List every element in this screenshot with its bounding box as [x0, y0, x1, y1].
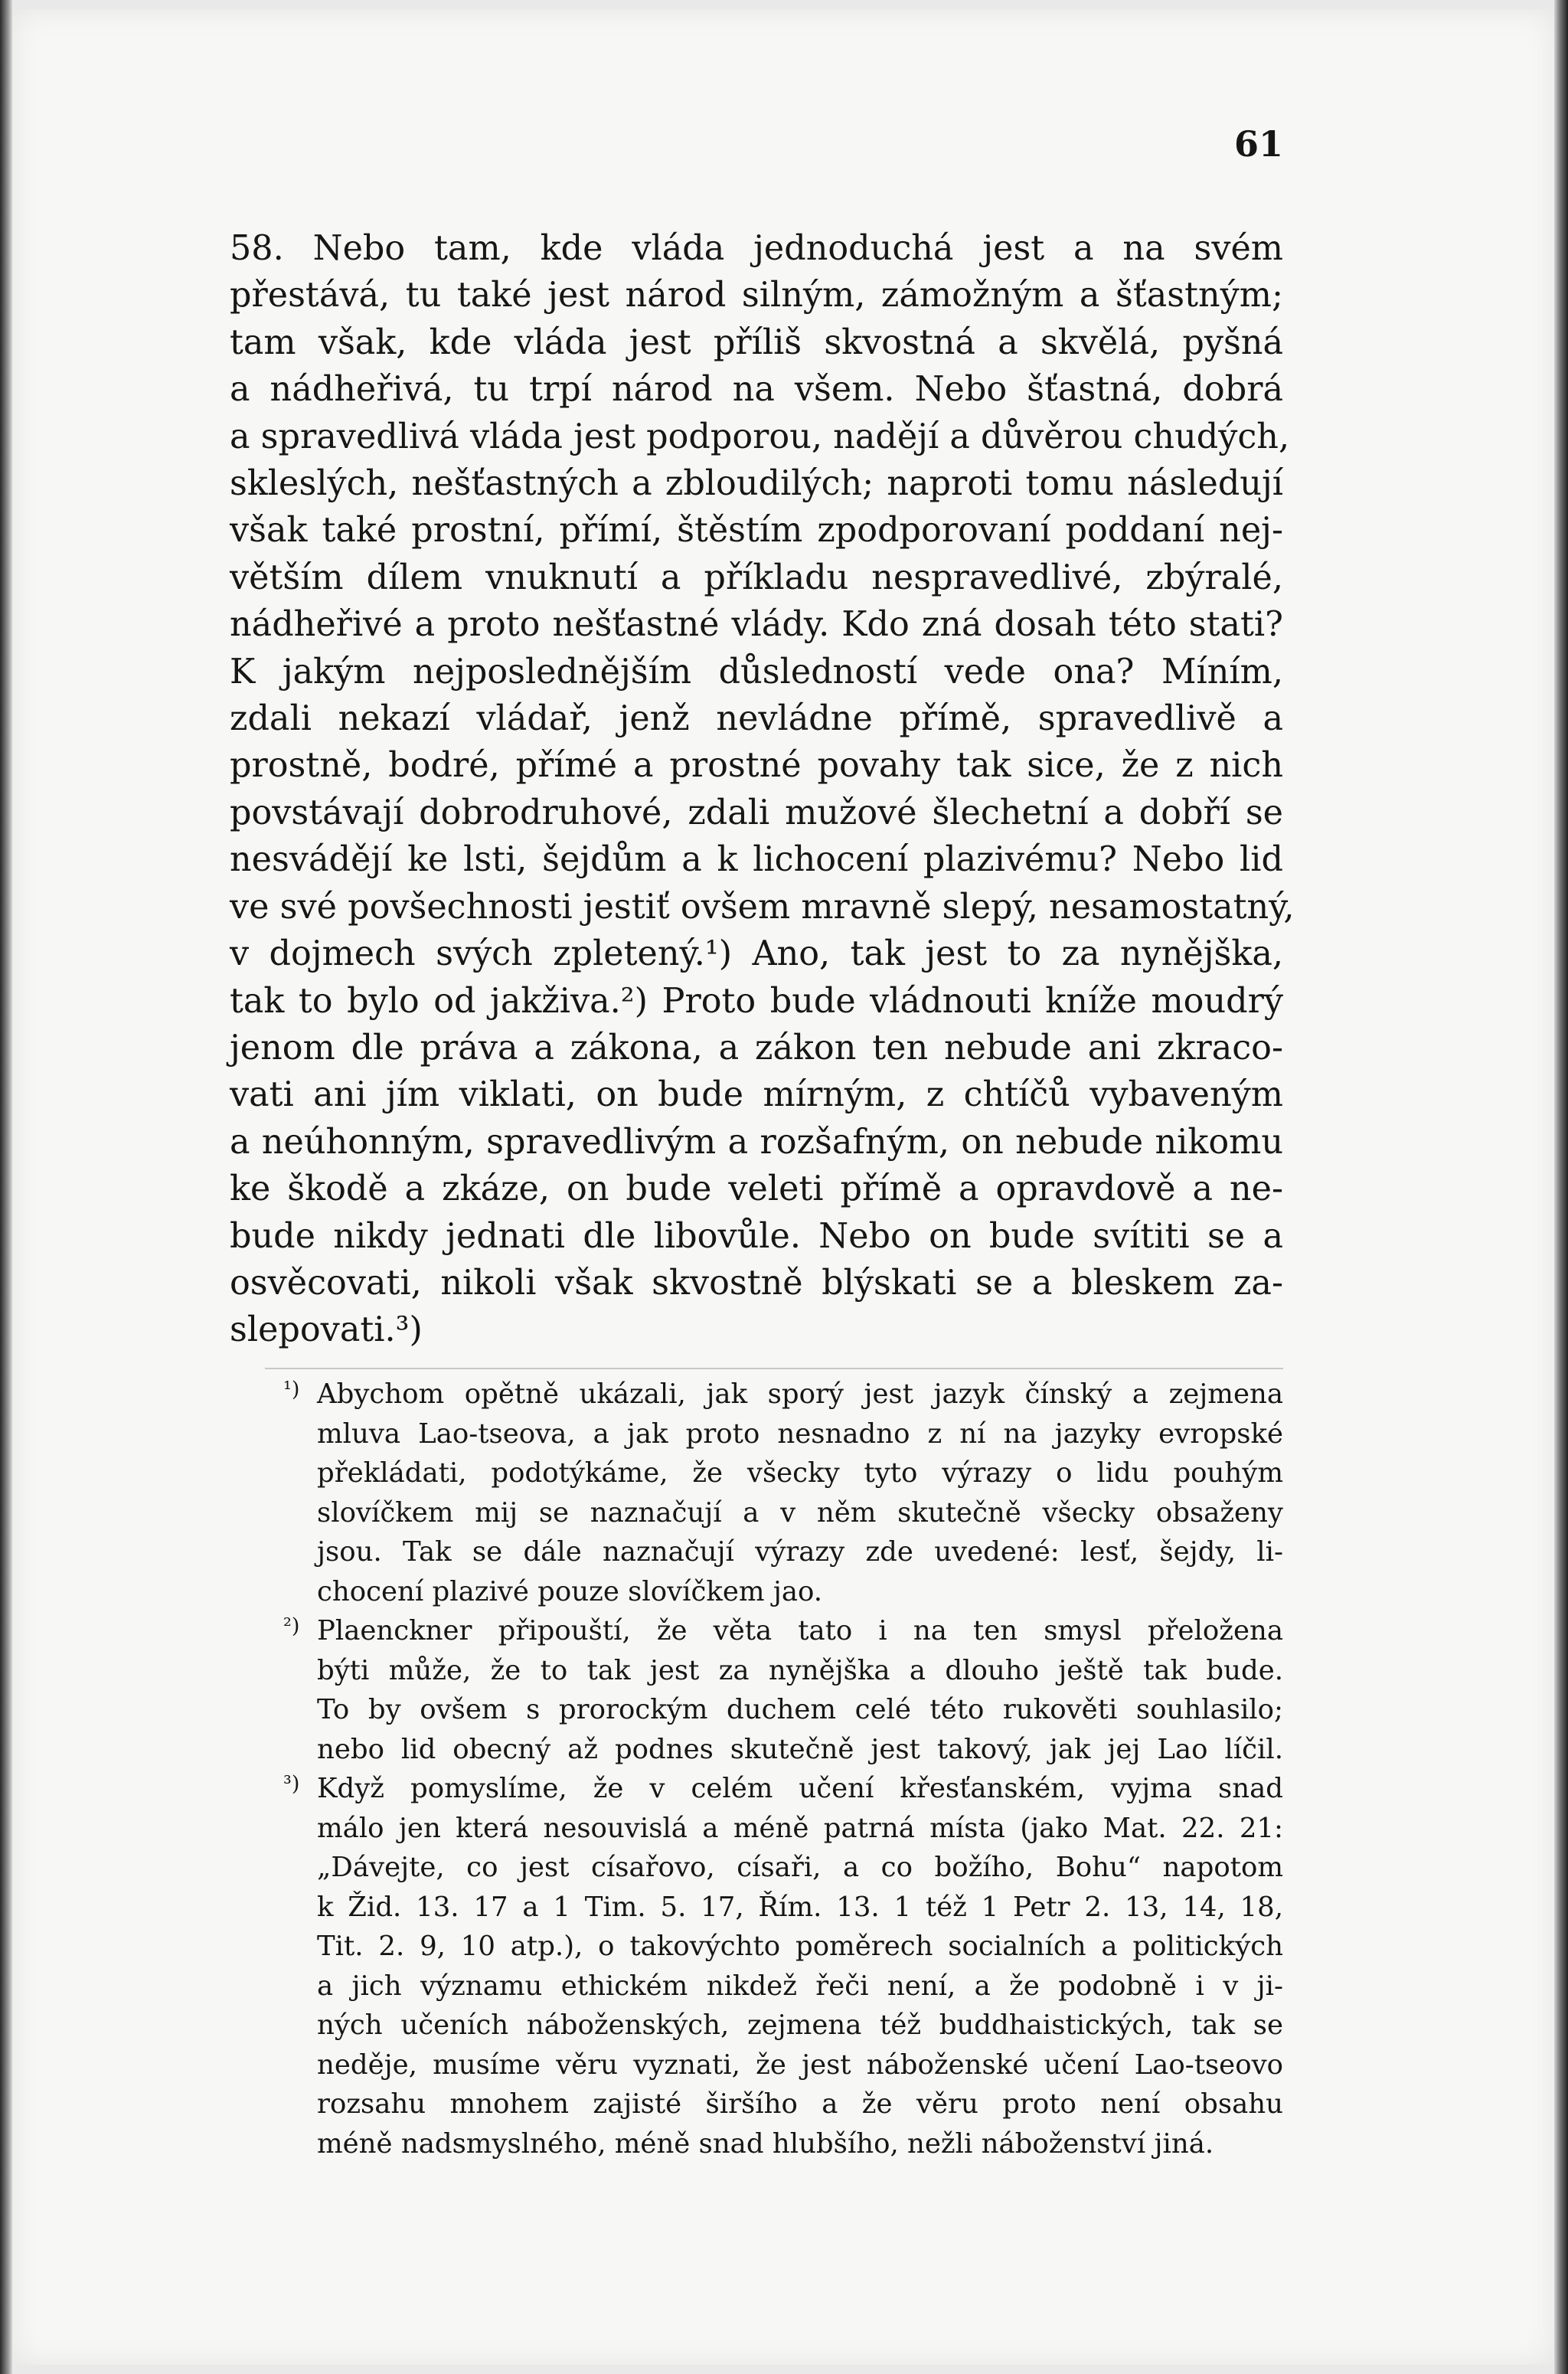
footnote-marker: ²): [283, 1614, 300, 1638]
footnote-line: býti může, že to tak jest za nynějška a dlouho ještě tak bude.: [317, 1654, 1283, 1686]
text-line: jenom dle práva a zákona, a zákon ten nebude ani zkraco-: [230, 1028, 1283, 1068]
footnotes: [283, 1375, 1283, 2163]
text-line: v dojmech svých zpletený.¹) Ano, tak jest to za nynějška,: [230, 934, 1283, 974]
text-line: bude nikdy jednati dle libovůle. Nebo on bude svítiti se a: [230, 1216, 1283, 1256]
footnote-1: [283, 1375, 1283, 1611]
text-line: však také prostní, přímí, štěstím zpodporovaní poddaní nej-: [230, 511, 1283, 551]
footnote-line: Když pomyslíme, že v celém učení křesťanském, vyjma snad: [317, 1773, 1283, 1804]
scan-left-edge: [0, 0, 12, 2374]
footnote-line: málo jen která nesouvislá a méně patrná místa (jako Mat. 22. 21:: [317, 1812, 1283, 1844]
footnote-line: slovíčkem mij se naznačují a v něm skutečně všecky obsaženy: [317, 1496, 1283, 1529]
text-line: přestává, tu také jest národ silným, zámožným a šťastným;: [230, 276, 1283, 316]
footnote-line: mluva Lao-tseova, a jak proto nesnadno z ní na jazyky evropské: [317, 1418, 1283, 1450]
text-line: 58. Nebo tam, kde vláda jednoduchá jest a na svém: [230, 229, 1283, 268]
footnote-3: [283, 1769, 1283, 2163]
footnote-line: rozsahu mnohem zajisté širšího a že věru proto není obsahu: [317, 2088, 1283, 2120]
text-line: větším dílem vnuknutí a příkladu nespravedlivé, zbýralé,: [230, 558, 1283, 597]
footnote-line: k Žid. 13. 17 a 1 Tim. 5. 17, Řím. 13. 1 též 1 Petr 2. 13, 14, 18,: [317, 1891, 1283, 1923]
footnote-marker: ¹): [283, 1378, 300, 1401]
text-line: tak to bylo od jakživa.²) Proto bude vládnouti kníže moudrý: [230, 981, 1283, 1021]
footnote-line: nebo lid obecný až podnes skutečně jest takový, jak jej Lao líčil.: [317, 1733, 1283, 1765]
footnote-rule: [265, 1368, 1283, 1369]
footnote-line: jsou. Tak se dále naznačují výrazy zde uvedené: lesť, šejdy, li-: [317, 1536, 1283, 1568]
footnote-line: chocení plazivé pouze slovíčkem jao.: [317, 1575, 823, 1607]
text-line: prostně, bodré, přímé a prostné povahy tak sice, že z nich: [230, 746, 1283, 786]
text-line: a neúhonným, spravedlivým a rozšafným, on nebude nikomu: [230, 1122, 1283, 1162]
footnote-line: „Dávejte, co jest císařovo, císaři, a co božího, Bohu“ napotom: [317, 1852, 1283, 1883]
footnote-line: To by ovšem s prorockým duchem celé této rukověti souhlasilo;: [317, 1694, 1283, 1725]
footnote-line: Abychom opětně ukázali, jak sporý jest jazyk čínský a zejmena: [317, 1378, 1283, 1410]
text-line: slepovati.³): [230, 1310, 423, 1350]
footnote-line: překládati, podotýkáme, že všecky tyto výrazy o lidu pouhým: [317, 1457, 1283, 1489]
text-line: ke škodě a zkáze, on bude veleti přímě a opravdově a ne-: [230, 1169, 1283, 1209]
text-line: a spravedlivá vláda jest podporou, nadějí a důvěrou chudých,: [230, 417, 1290, 456]
footnote-line: Plaenckner připouští, že věta tato i na ten smysl přeložena: [317, 1615, 1283, 1646]
text-line: a nádheřivá, tu trpí národ na všem. Nebo šťastná, dobrá: [230, 370, 1283, 410]
main-text: [230, 225, 1295, 1354]
scan-right-edge: [1554, 0, 1568, 2374]
text-line: K jakým nejposlednějším důsledností vede ona? Míním,: [230, 652, 1283, 692]
text-line: vati ani jím viklati, on bude mírným, z chtíčů vybaveným: [230, 1075, 1283, 1115]
text-line: nesvádějí ke lsti, šejdům a k lichocení plazivému? Nebo lid: [230, 840, 1283, 880]
text-line: osvěcovati, nikoli však skvostně blýskati se a bleskem za-: [230, 1263, 1283, 1303]
footnote-line: ných učeních náboženských, zejmena též buddhaistických, tak se: [317, 2009, 1283, 2041]
footnote-marker: ³): [283, 1772, 300, 1796]
text-line: zdali nekazí vládař, jenž nevládne přímě, spravedlivě a: [230, 699, 1283, 739]
text-line: nádheřivé a proto nešťastné vlády. Kdo zná dosah této stati?: [230, 605, 1283, 645]
footnote-line: Tit. 2. 9, 10 atp.), o takovýchto poměrech socialních a politických: [317, 1931, 1283, 1962]
page-number: 61: [1233, 123, 1283, 165]
footnote-line: méně nadsmyslného, méně snad hlubšího, nežli náboženství jiná.: [317, 2127, 1214, 2160]
text-line: ve své povšechnosti jestiť ovšem mravně slepý, nesamostatný,: [230, 887, 1295, 927]
footnote-2: [283, 1611, 1283, 1769]
text-line: povstávají dobrodruhové, zdali mužové šlechetní a dobří se: [230, 793, 1283, 832]
footnote-line: neděje, musíme věru vyznati, že jest náboženské učení Lao-tseovo: [317, 2049, 1283, 2081]
text-line: skleslých, nešťastných a zbloudilých; naproti tomu následují: [230, 464, 1283, 504]
text-line: tam však, kde vláda jest příliš skvostná a skvělá, pyšná: [230, 322, 1283, 362]
footnote-line: a jich významu ethickém nikdež řeči není, a že podobně i v ji-: [317, 1970, 1283, 2002]
